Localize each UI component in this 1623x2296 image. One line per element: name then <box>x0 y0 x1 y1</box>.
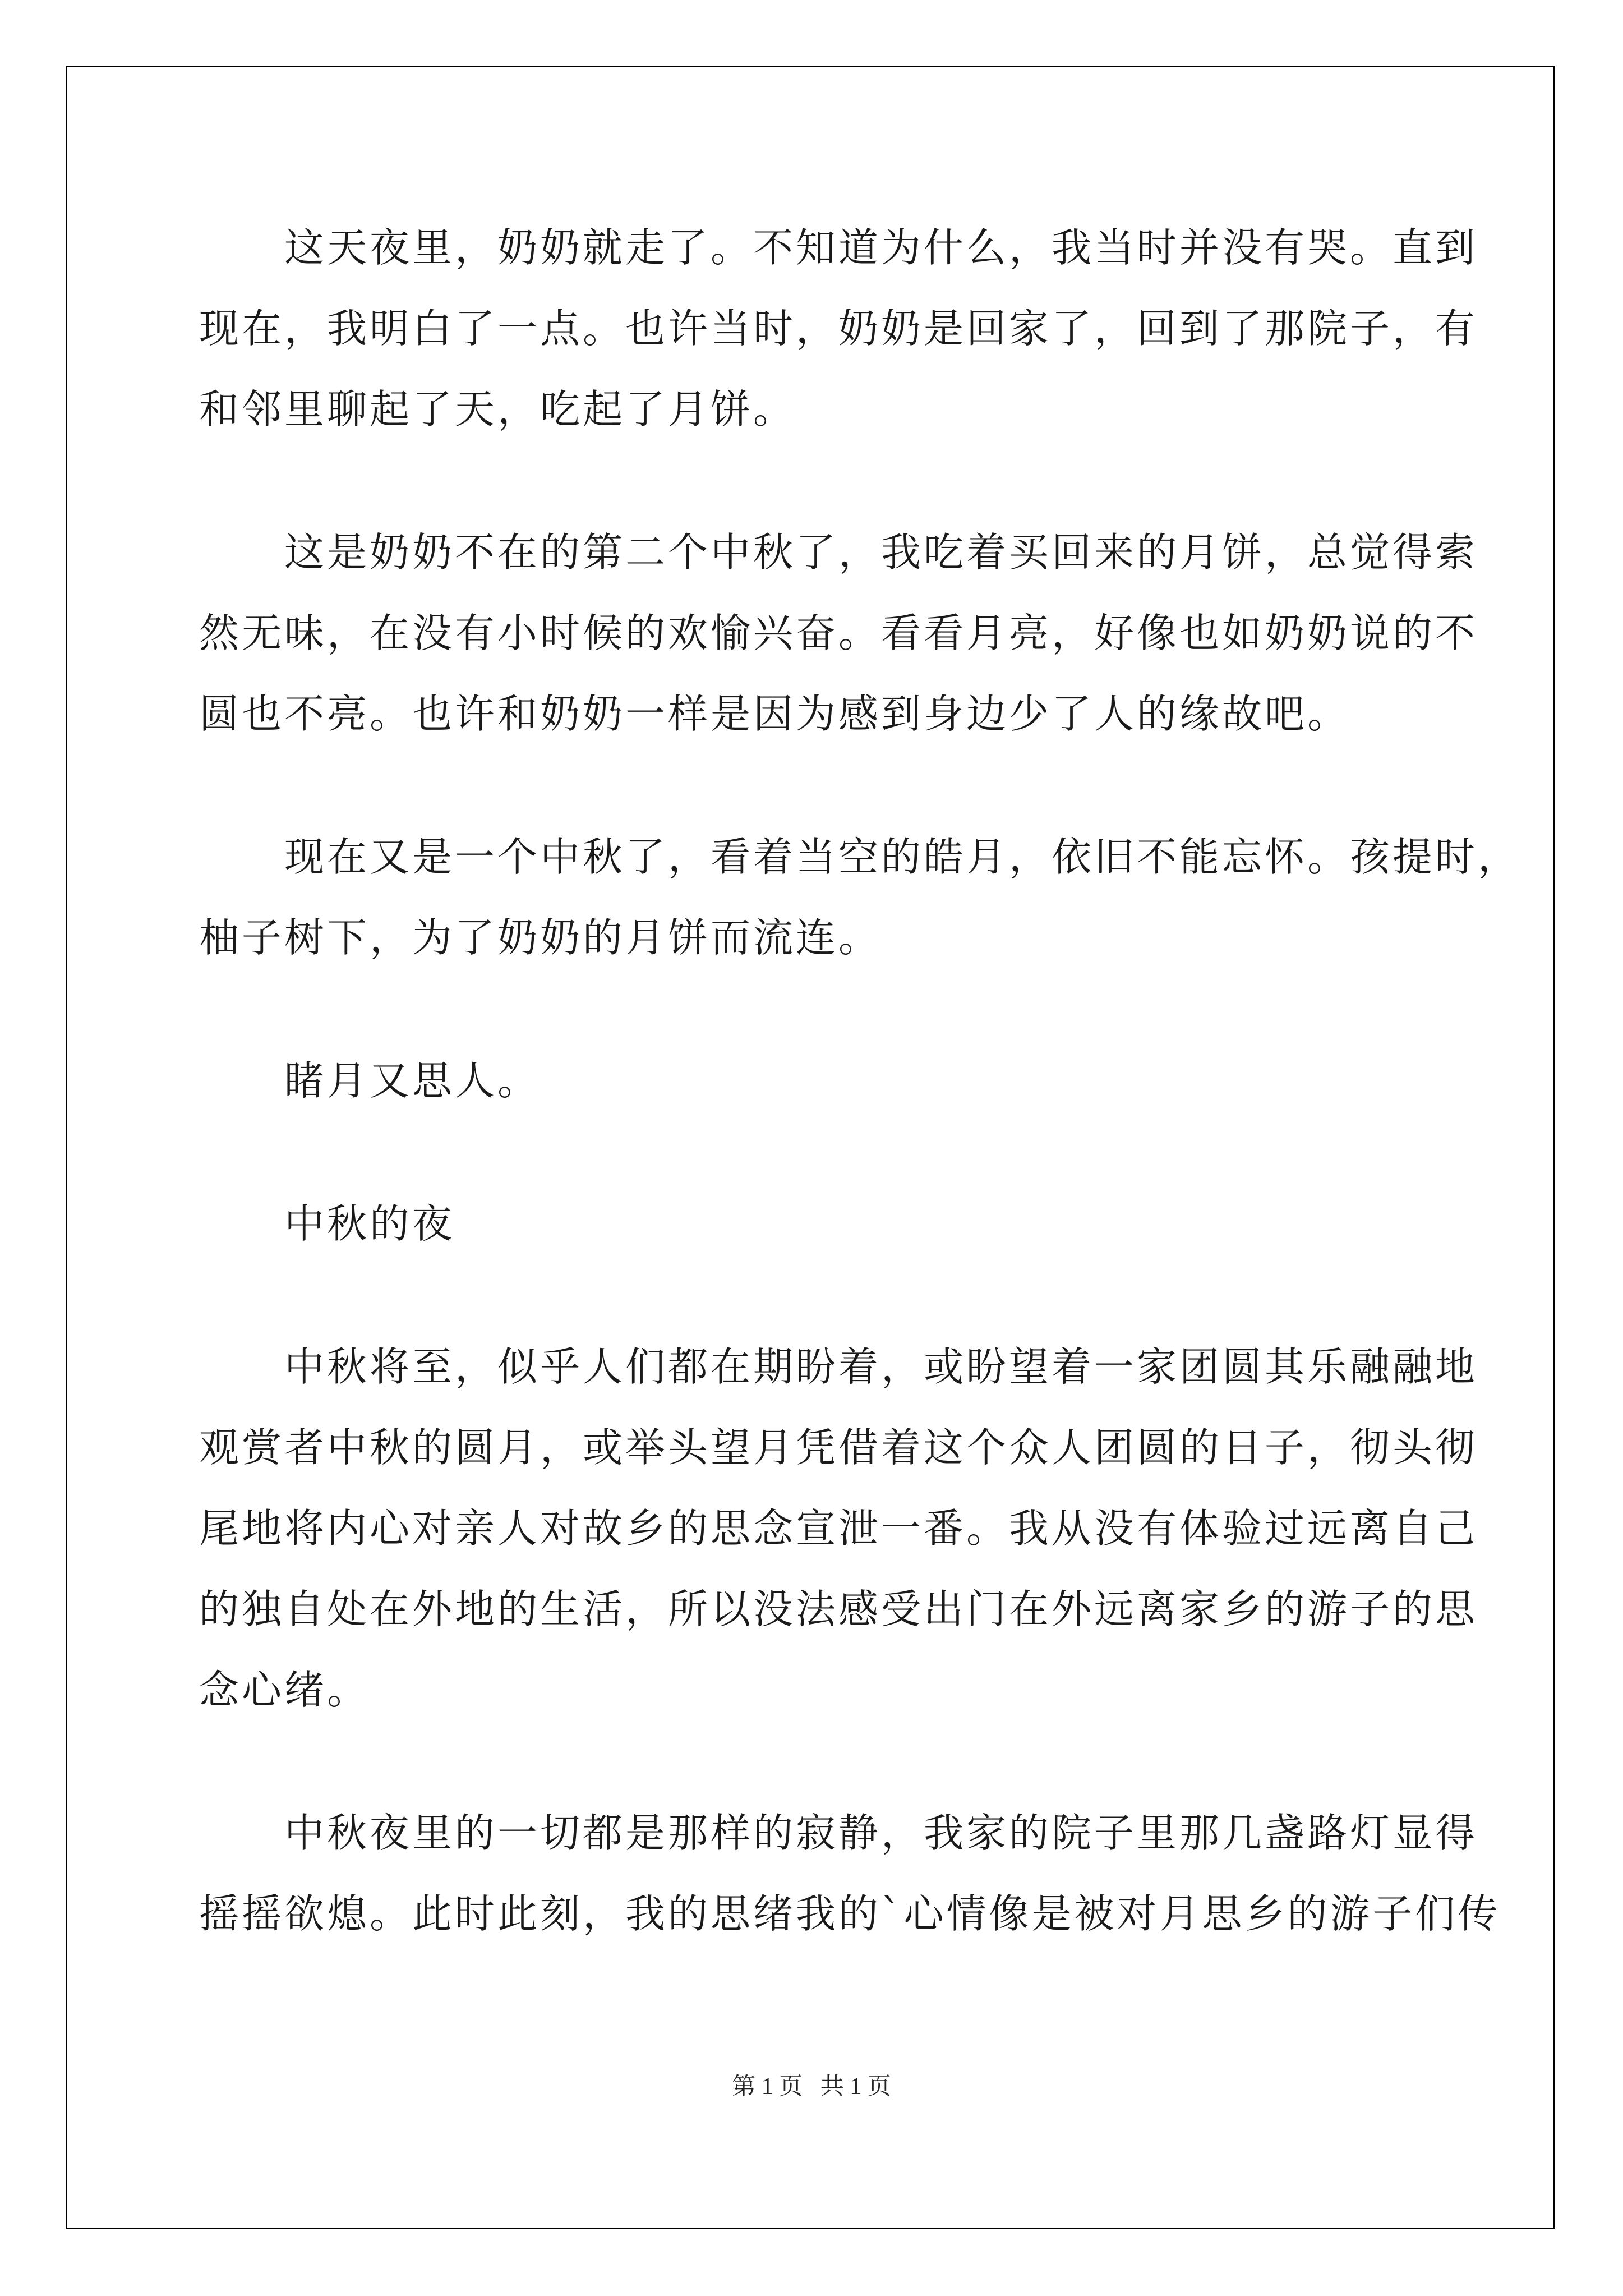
paragraph <box>199 1327 1478 1731</box>
text-line: 睹月又思人。 <box>284 1057 541 1104</box>
paragraph <box>199 1041 1422 1121</box>
document-body <box>199 208 1521 1954</box>
text-line: 观赏者中秋的圆月，或举头望月凭借着这个众人团圆的日子，彻头彻 <box>199 1424 1478 1471</box>
paragraph <box>199 817 1521 978</box>
text-line: 这天夜里，奶奶就走了。不知道为什么，我当时并没有哭。直到 <box>284 224 1478 271</box>
text-line: 尾地将内心对亲人对故乡的思念宣泄一番。我从没有体验过远离自己 <box>199 1505 1478 1552</box>
text-line: 柚子树下，为了奶奶的月饼而流连。 <box>199 914 882 961</box>
text-line: 现在，我明白了一点。也许当时，奶奶是回家了，回到了那院子，有 <box>199 305 1478 352</box>
text-line: 然无味，在没有小时候的欢愉兴奋。看看月亮，好像也如奶奶说的不 <box>199 610 1478 656</box>
text-line: 念心绪。 <box>199 1667 370 1713</box>
text-line: 这是奶奶不在的第二个中秋了，我吃着买回来的月饼，总觉得索 <box>284 529 1478 576</box>
paragraph <box>199 512 1478 754</box>
text-line: 现在又是一个中秋了，看着当空的皓月，依旧不能忘怀。孩提时， <box>284 834 1521 880</box>
text-line: 摇摇欲熄。此时此刻，我的思绪我的`心情像是被对月思乡的游子们传 <box>199 1890 1501 1937</box>
paragraph <box>199 208 1478 450</box>
page-number-footer: 第 1 页 共 1 页 <box>732 2074 891 2100</box>
text-line: 圆也不亮。也许和奶奶一样是因为感到身边少了人的缘故吧。 <box>199 691 1350 737</box>
text-line: 中秋夜里的一切都是那样的寂静，我家的院子里那几盏路灯显得 <box>284 1810 1478 1856</box>
text-line: 中秋将至，似乎人们都在期盼着，或盼望着一家团圆其乐融融地 <box>284 1343 1478 1390</box>
section-heading <box>199 1184 1422 1264</box>
paragraph <box>199 1793 1501 1954</box>
text-line: 和邻里聊起了天，吃起了月饼。 <box>199 386 796 432</box>
text-line: 的独自处在外地的生活，所以没法感受出门在外远离家乡的游子的思 <box>199 1586 1478 1632</box>
text-line: 中秋的夜 <box>284 1200 455 1247</box>
